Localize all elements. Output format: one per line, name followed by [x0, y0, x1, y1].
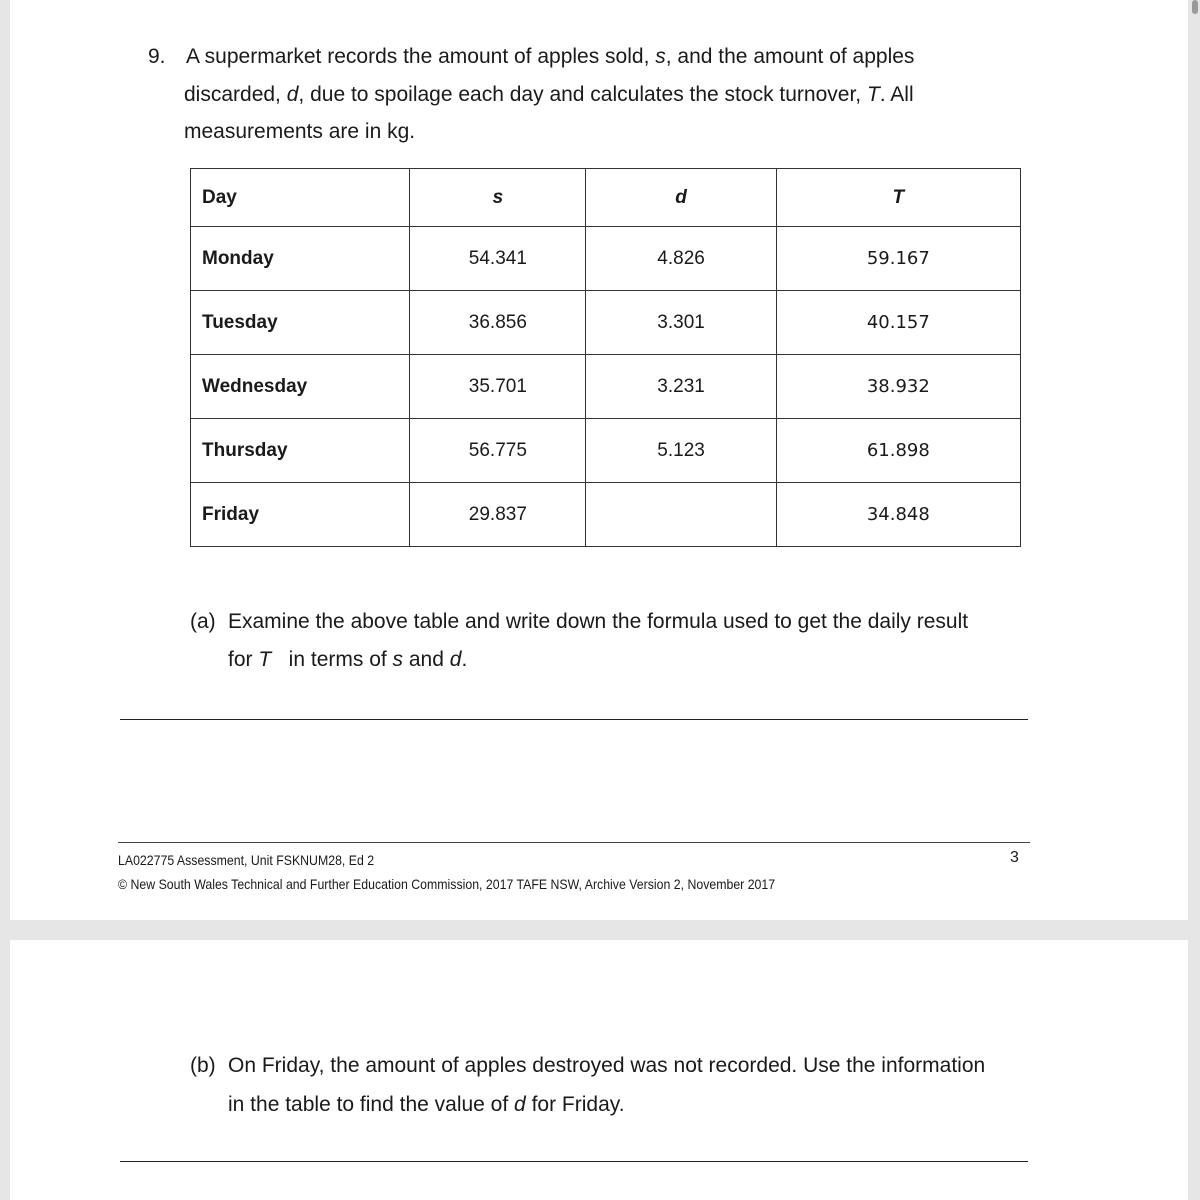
- scrollbar-thumb[interactable]: [1192, 0, 1198, 14]
- page-number: 3: [1010, 849, 1019, 866]
- part-b-line-1: [190, 1054, 985, 1078]
- cell-s: 56.775: [410, 419, 586, 483]
- header-s: s: [410, 169, 586, 227]
- cell-day: Tuesday: [191, 291, 410, 355]
- cell-day: Friday: [191, 483, 410, 547]
- cell-t: 40.157: [776, 291, 1020, 355]
- cell-d: 5.123: [586, 419, 776, 483]
- cell-t: 59.167: [776, 227, 1020, 291]
- part-a-line-2: for T in terms of s and d.: [228, 648, 468, 671]
- question-text-line-3: measurements are in kg.: [184, 120, 416, 143]
- header-day: Day: [191, 169, 410, 227]
- answer-line-b[interactable]: [120, 1161, 1028, 1162]
- question-number: 9.: [148, 45, 166, 68]
- part-a-line-1: [190, 610, 968, 634]
- question-text-line-2: discarded, d, due to spoilage each day and calculates the stock turnover, T. All: [184, 83, 914, 106]
- table-row: [191, 291, 1021, 355]
- cell-day: Monday: [191, 227, 410, 291]
- cell-s: 35.701: [410, 355, 586, 419]
- data-table: [190, 168, 1021, 547]
- document-page-1: [10, 0, 1188, 920]
- cell-day: Thursday: [191, 419, 410, 483]
- cell-d-empty: [586, 483, 776, 547]
- table-row: [191, 483, 1021, 547]
- document-page-2: [10, 940, 1188, 1200]
- table-row: [191, 419, 1021, 483]
- part-b-line-2: in the table to find the value of d for Friday.: [228, 1093, 625, 1116]
- cell-s: 36.856: [410, 291, 586, 355]
- cell-t: 61.898: [776, 419, 1020, 483]
- cell-t: 38.932: [776, 355, 1020, 419]
- table-row: [191, 227, 1021, 291]
- footer-line-2: © New South Wales Technical and Further Education Commission, 2017 TAFE NSW, Archive Version 2, November 2017: [118, 876, 776, 892]
- cell-t: 34.848: [776, 483, 1020, 547]
- footer-rule: [118, 842, 1030, 843]
- cell-d: 4.826: [586, 227, 776, 291]
- part-a-label: (a): [190, 610, 216, 633]
- cell-d: 3.301: [586, 291, 776, 355]
- cell-day: Wednesday: [191, 355, 410, 419]
- cell-d: 3.231: [586, 355, 776, 419]
- cell-s: 54.341: [410, 227, 586, 291]
- question-text-line-1: A supermarket records the amount of apples sold, s, and the amount of apples: [186, 45, 915, 68]
- table-row: [191, 355, 1021, 419]
- part-b-label: (b): [190, 1054, 216, 1077]
- part-b-text: On Friday, the amount of apples destroyed was not recorded. Use the information: [228, 1054, 986, 1077]
- footer-line-1: LA022775 Assessment, Unit FSKNUM28, Ed 2: [118, 852, 375, 868]
- header-t: T: [776, 169, 1020, 227]
- part-a-text: Examine the above table and write down the formula used to get the daily result: [228, 610, 969, 633]
- header-d: d: [586, 169, 776, 227]
- answer-line-a[interactable]: [120, 719, 1028, 720]
- table-header-row: [191, 169, 1021, 227]
- cell-s: 29.837: [410, 483, 586, 547]
